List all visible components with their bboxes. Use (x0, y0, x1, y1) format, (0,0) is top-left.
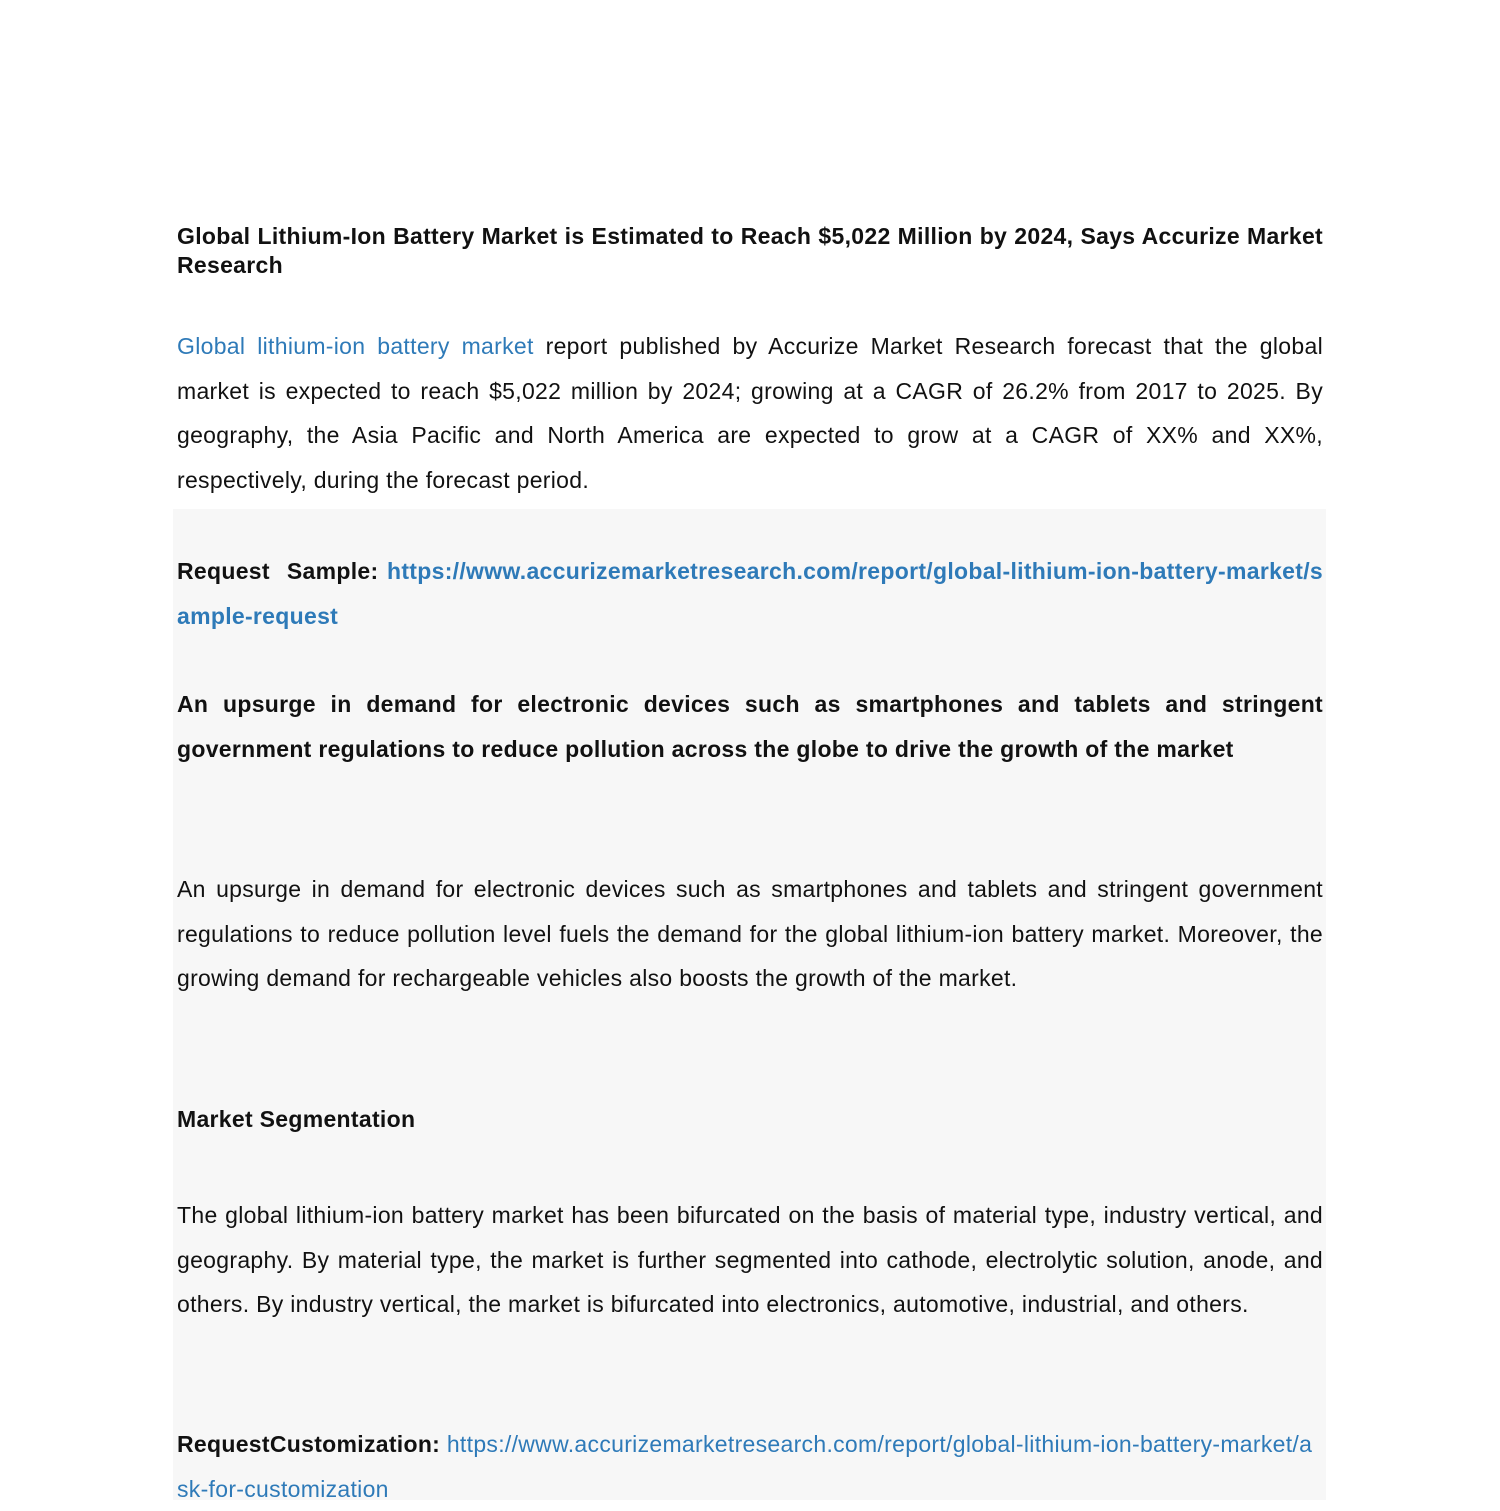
request-customization-paragraph (177, 1422, 1323, 1511)
intro-text: report published by Accurize Market Research forecast that the global market is expected to reach $5,022 million by 2024; growing at a CAGR of 26.2% from 2017 to 2025. By geography, the Asia Pacific and North America are expected to grow at a CAGR of XX% and XX%, respectively, during the forecast period. (177, 333, 1323, 493)
request-sample-link[interactable]: https://www.accurizemarketresearch.com/report/global-lithium-ion-battery-market/sample-request (177, 558, 1323, 629)
request-customization-label: RequestCustomization: (177, 1431, 447, 1457)
drivers-paragraph: An upsurge in demand for electronic devices such as smartphones and tablets and stringent government regulations to reduce pollution level fuels the demand for the global lithium-ion battery market. Moreover, the growing demand for rechargeable vehicles also boosts the growth of the market. (177, 876, 1323, 991)
segmentation-heading: Market Segmentation (177, 1106, 416, 1132)
intro-paragraph (177, 324, 1323, 502)
segmentation-paragraph: The global lithium-ion battery market has been bifurcated on the basis of material type, industry vertical, and geography. By material type, the market is further segmented into cathode, electrolytic solution, anode, and others. By industry vertical, the market is bifurcated into electronics, automotive, industrial, and others. (177, 1202, 1323, 1317)
request-sample-paragraph (177, 549, 1323, 638)
market-report-link[interactable]: Global lithium-ion battery market (177, 333, 534, 359)
document-title: Global Lithium-Ion Battery Market is Estimated to Reach $5,022 Million by 2024, Says Accurize Market Research (177, 223, 1323, 278)
drivers-heading: An upsurge in demand for electronic devices such as smartphones and tablets and stringent government regulations to reduce pollution across the globe to drive the growth of the market (177, 691, 1323, 762)
shaded-section-background (173, 509, 1326, 1500)
request-customization-link[interactable]: https://www.accurizemarketresearch.com/report/global-lithium-ion-battery-market/ask-for-customization (177, 1431, 1313, 1502)
request-sample-label: Request Sample: (177, 558, 387, 584)
